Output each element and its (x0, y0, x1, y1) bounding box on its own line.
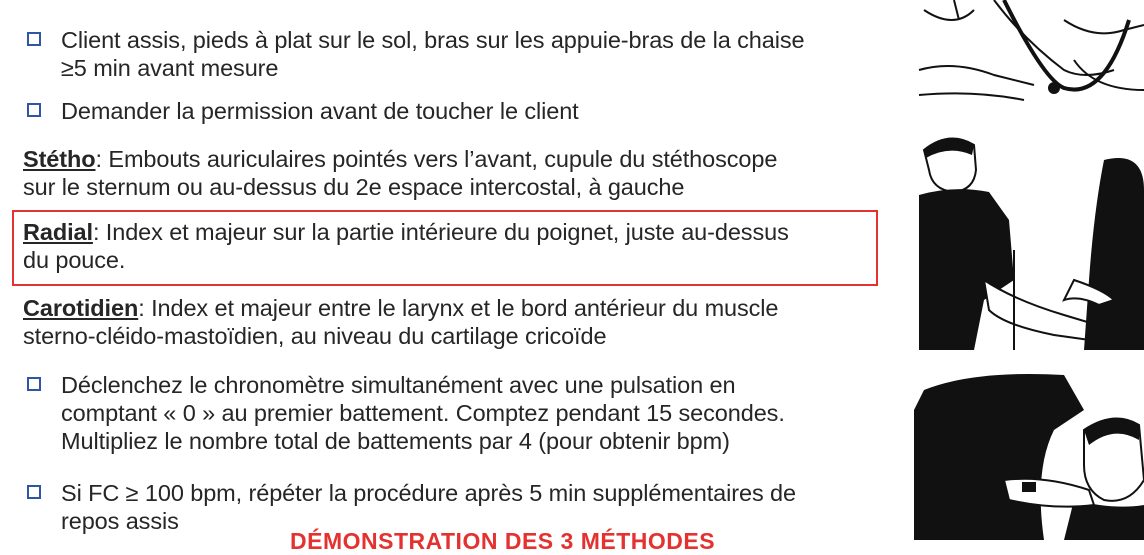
bullet-text-cont: repos assis (61, 508, 179, 534)
carotid-pulse-illustration (914, 370, 1144, 540)
demo-title: DÉMONSTRATION DES 3 MÉTHODES (290, 528, 716, 554)
stetho-term: Stétho (23, 146, 96, 172)
radial-pulse-illustration (914, 130, 1144, 350)
radial-desc: : Index et majeur sur la partie intérieure du poignet, juste au-dessus (92, 219, 789, 245)
carotid-desc: : Index et majeur entre le larynx et le bord antérieur du muscle (138, 295, 779, 321)
carotid-line2: sterno-cléido-mastoïdien, au niveau du cartilage cricoïde (23, 323, 607, 349)
carotid-term: Carotidien (23, 295, 139, 321)
stetho-desc: : Embouts auriculaires pointés vers l’avant, cupule du stéthoscope (95, 146, 778, 172)
stetho-line1 (23, 146, 777, 172)
carotid-line1 (23, 295, 778, 321)
stethoscope-illustration (914, 0, 1144, 112)
radial-line1 (23, 219, 789, 245)
bullet-text-cont: comptant « 0 » au premier battement. Comptez pendant 15 secondes. (61, 400, 785, 426)
bullet-text: Si FC ≥ 100 bpm, répéter la procédure après 5 min supplémentaires de (61, 480, 796, 506)
bullet-text: Demander la permission avant de toucher le client (61, 98, 579, 124)
stetho-line2: sur le sternum ou au-dessus du 2e espace intercostal, à gauche (23, 174, 685, 200)
bullet-text-cont: ≥5 min avant mesure (61, 55, 279, 81)
bullet-text: Déclenchez le chronomètre simultanément avec une pulsation en (61, 372, 736, 398)
checkbox-bullet-icon (27, 377, 41, 391)
checkbox-bullet-icon (27, 485, 41, 499)
radial-term: Radial (23, 219, 93, 245)
checkbox-bullet-icon (27, 103, 41, 117)
radial-line2: du pouce. (23, 247, 126, 273)
checkbox-bullet-icon (27, 32, 41, 46)
bullet-text: Client assis, pieds à plat sur le sol, bras sur les appuie-bras de la chaise (61, 27, 805, 53)
bullet-text-cont: Multipliez le nombre total de battements par 4 (pour obtenir bpm) (61, 428, 730, 454)
